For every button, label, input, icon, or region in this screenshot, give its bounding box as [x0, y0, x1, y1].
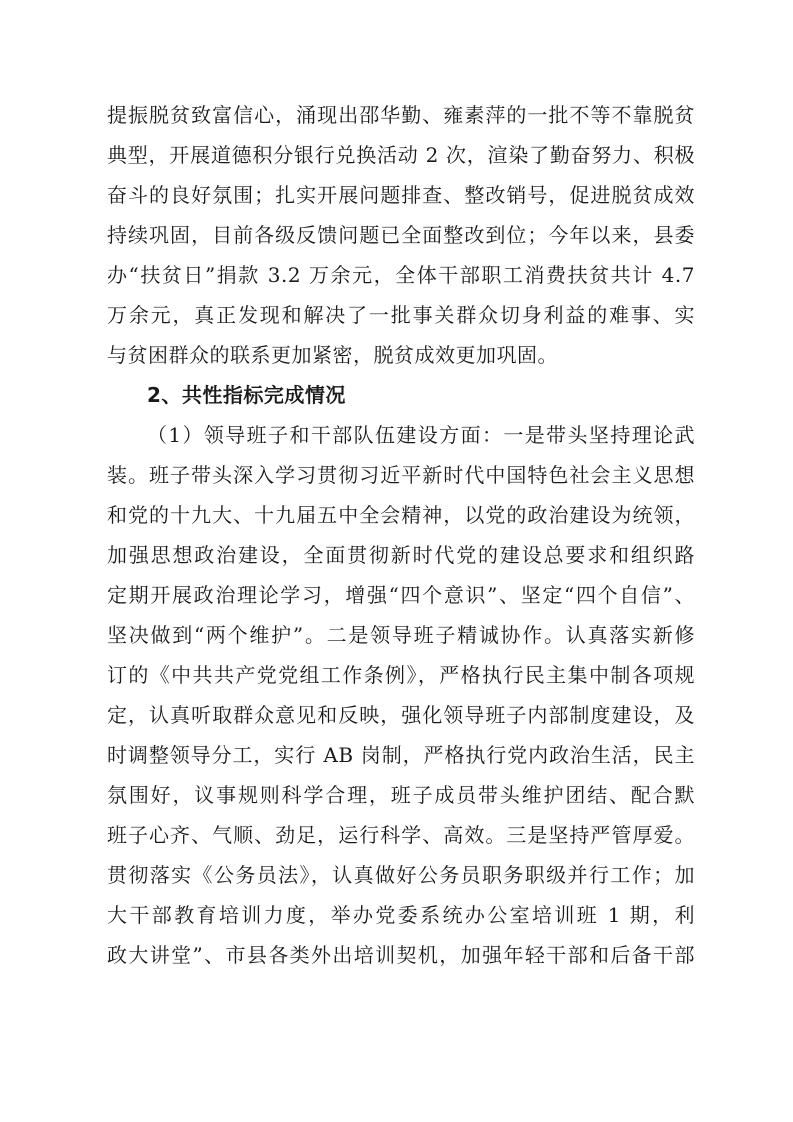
- text-line: 办“扶贫日”捐款 3.2 万余元，全体干部职工消费扶贫共计 4.7: [107, 263, 695, 287]
- text-line: （1）领导班子和干部队伍建设方面：一是带头坚持理论武: [147, 423, 695, 447]
- text-line: 订的《中共共产党党组工作条例》，严格执行民主集中制各项规: [107, 663, 695, 687]
- section-heading: 2、共性指标完成情况: [147, 383, 346, 407]
- text-line: 氛围好，议事规则科学合理，班子成员带头维护团结、配合默: [107, 783, 695, 807]
- text-line: 定，认真听取群众意见和反映，强化领导班子内部制度建设，及: [107, 703, 695, 727]
- text-line: 万余元，真正发现和解决了一批事关群众切身利益的难事、实: [107, 303, 695, 327]
- text-line: 政大讲堂”、市县各类外出培训契机，加强年轻干部和后备干部: [107, 943, 695, 967]
- text-line: 大干部教育培训力度，举办党委系统办公室培训班 1 期，利: [107, 903, 695, 927]
- text-line: 加强思想政治建设，全面贯彻新时代党的建设总要求和组织路: [107, 543, 695, 567]
- document-body: [107, 95, 695, 975]
- text-line: 班子心齐、气顺、劲足，运行科学、高效。三是坚持严管厚爱。: [107, 823, 695, 847]
- text-line: 定期开展政治理论学习，增强“四个意识”、坚定“四个自信”、: [107, 583, 695, 607]
- text-line: 提振脱贫致富信心，涌现出邵华勤、雍素萍的一批不等不靠脱贫: [107, 103, 695, 127]
- text-line: 时调整领导分工，实行 AB 岗制，严格执行党内政治生活，民主: [107, 743, 695, 767]
- text-line: 坚决做到“两个维护”。二是领导班子精诚协作。认真落实新修: [107, 623, 695, 647]
- text-line: 与贫困群众的联系更加紧密，脱贫成效更加巩固。: [107, 343, 558, 367]
- text-line: 装。班子带头深入学习贯彻习近平新时代中国特色社会主义思想: [107, 463, 695, 487]
- text-line: 贯彻落实《公务员法》，认真做好公务员职务职级并行工作；加: [107, 863, 695, 887]
- text-line: 和党的十九大、十九届五中全会精神，以党的政治建设为统领，: [107, 503, 695, 527]
- text-line: 持续巩固，目前各级反馈问题已全面整改到位；今年以来，县委: [107, 223, 695, 247]
- text-line: 典型，开展道德积分银行兑换活动 2 次，渲染了勤奋努力、积极: [107, 143, 695, 167]
- text-line: 奋斗的良好氛围；扎实开展问题排查、整改销号，促进脱贫成效: [107, 183, 695, 207]
